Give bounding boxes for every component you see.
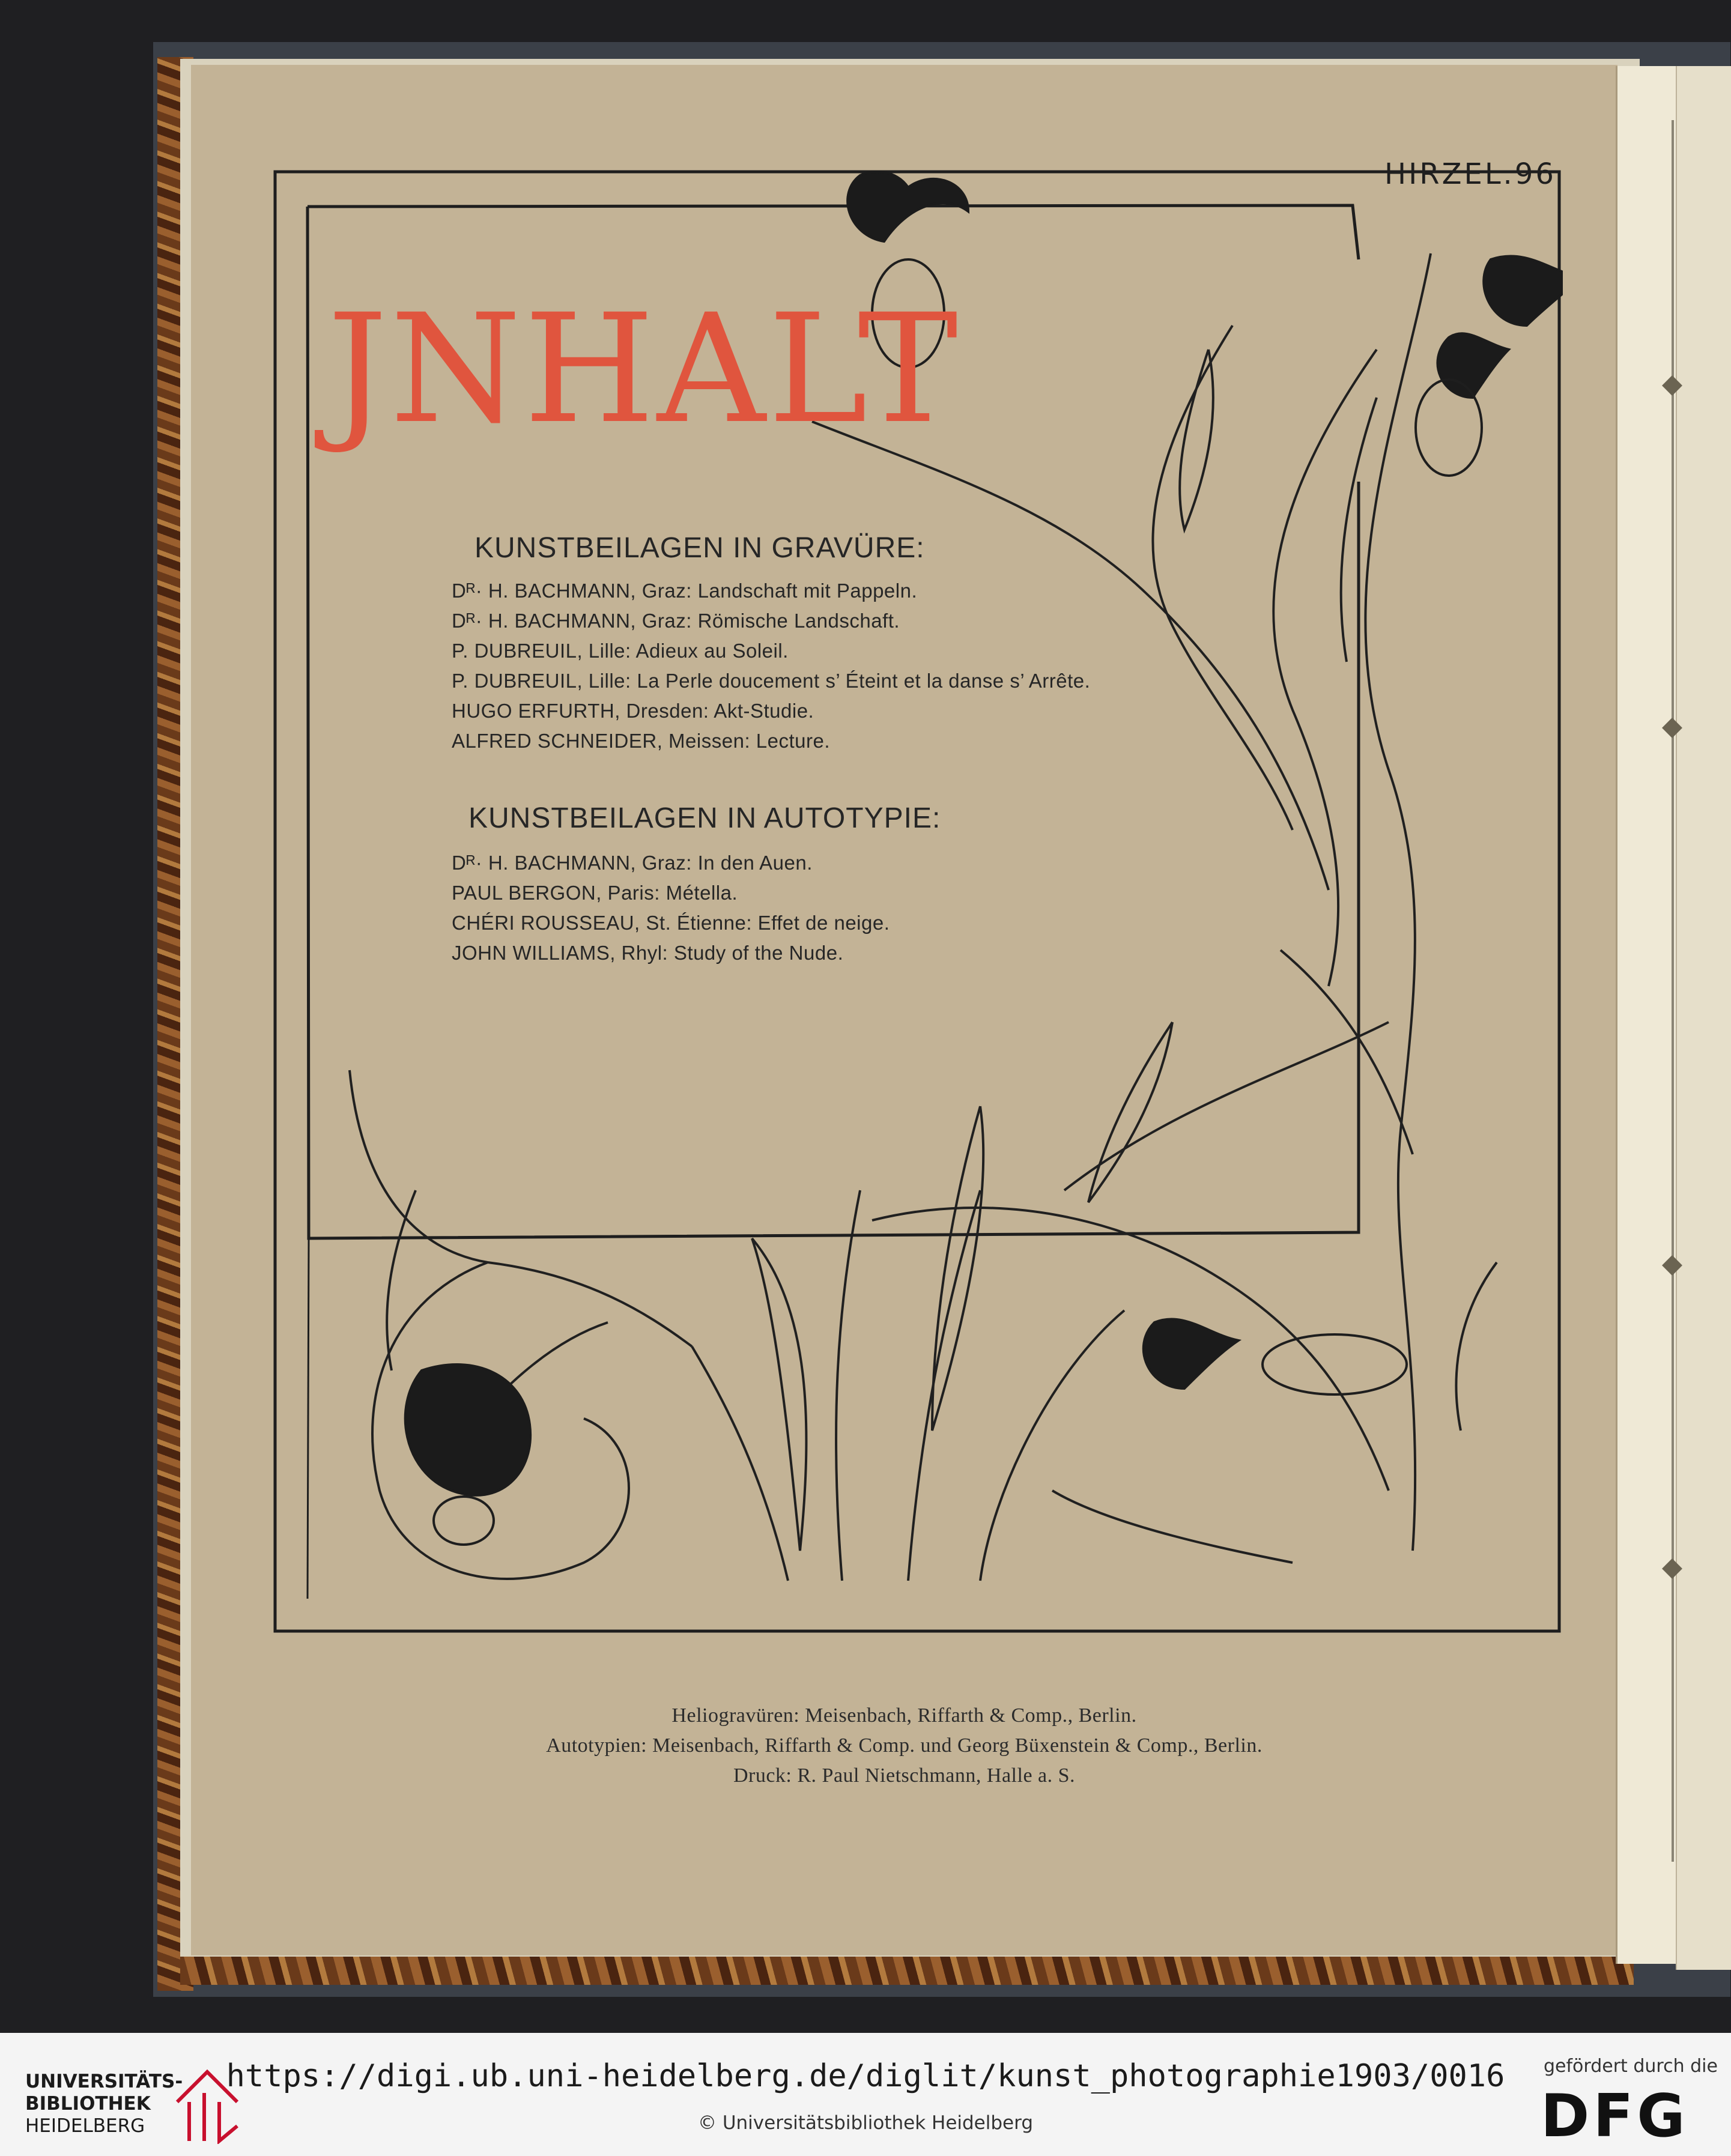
funding-note: gefördert durch die: [1544, 2056, 1718, 2077]
viewer-footer: [0, 2033, 1731, 2156]
list-item: PAUL BERGON, Paris: Métella.: [452, 882, 738, 904]
list-item: CHÉRI ROUSSEAU, St. Étienne: Effet de neige.: [452, 912, 890, 934]
dfg-logo[interactable]: DFG: [1541, 2082, 1689, 2151]
list-item: JOHN WILLIAMS, Rhyl: Study of the Nude.: [452, 942, 844, 964]
artist-signature: HIRZEL.96: [1384, 157, 1556, 191]
section-heading-autotypie: KUNSTBEILAGEN IN AUTOTYPIE:: [468, 802, 941, 834]
library-name-line: BIBLIOTHEK: [25, 2093, 151, 2115]
right-page-leaf-edge: [1676, 66, 1731, 1970]
library-name-line: UNIVERSITÄTS-: [25, 2071, 183, 2092]
list-item: Dᴿ· H. BACHMANN, Graz: In den Auen.: [452, 852, 813, 874]
list-item: Dᴿ· H. BACHMANN, Graz: Landschaft mit Pappeln.: [452, 580, 918, 602]
library-name-line: HEIDELBERG: [25, 2115, 145, 2137]
section-heading-gravure: KUNSTBEILAGEN IN GRAVÜRE:: [474, 532, 925, 564]
page-url-link[interactable]: https://digi.ub.uni-heidelberg.de/diglit/kunst_photographie1903/0016: [226, 2058, 1505, 2094]
list-item: HUGO ERFURTH, Dresden: Akt-Studie.: [452, 700, 814, 722]
list-item: Dᴿ· H. BACHMANN, Graz: Römische Landschaft.: [452, 610, 900, 632]
list-item: P. DUBREUIL, Lille: Adieux au Soleil.: [452, 640, 789, 662]
list-item: ALFRED SCHNEIDER, Meissen: Lecture.: [452, 730, 831, 752]
page-title: JNHALT: [327, 282, 960, 456]
credit-line: Druck: R. Paul Nietschmann, Halle a. S.: [733, 1764, 1076, 1787]
credit-line: Heliogravüren: Meisenbach, Riffarth & Comp., Berlin.: [671, 1704, 1137, 1727]
copyright-notice: © Universitätsbibliothek Heidelberg: [697, 2112, 1033, 2134]
credit-line: Autotypien: Meisenbach, Riffarth & Comp. und Georg Büxenstein & Comp., Berlin.: [546, 1734, 1263, 1757]
list-item: P. DUBREUIL, Lille: La Perle doucement s’ Éteint et la danse s’ Arrête.: [452, 670, 1091, 692]
